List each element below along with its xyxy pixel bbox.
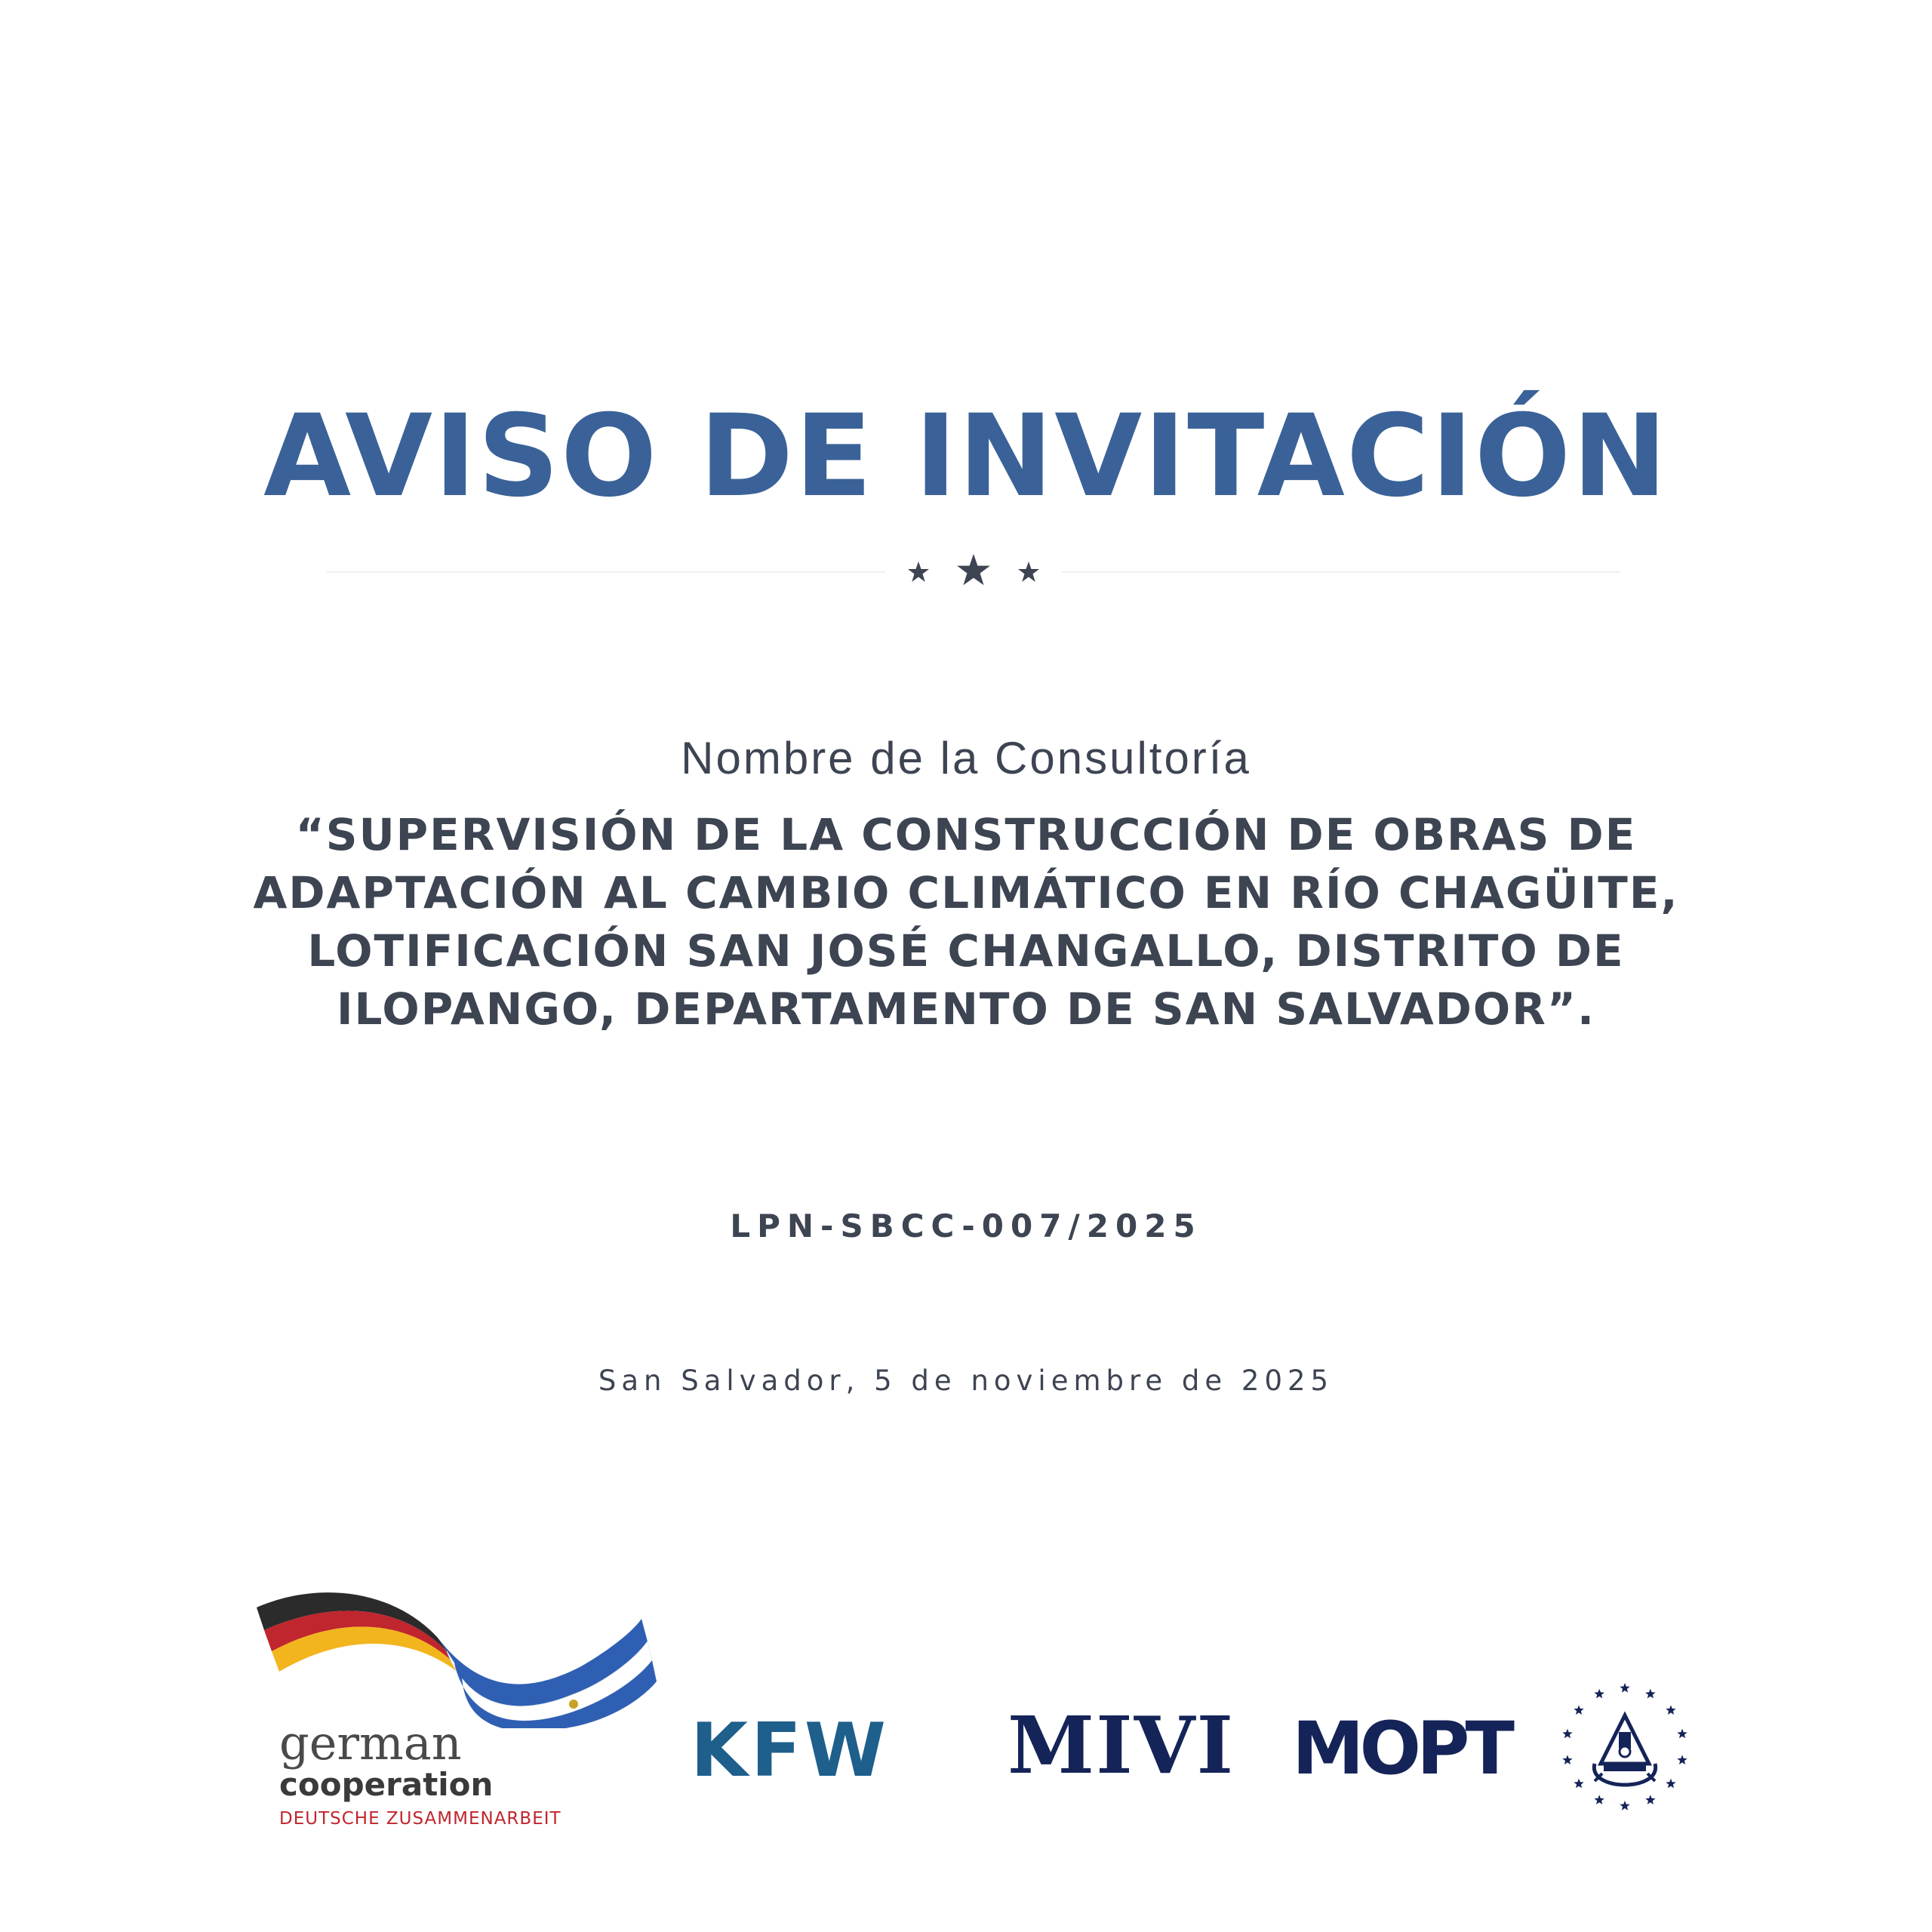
seal-star-icon [1677, 1755, 1687, 1764]
kfw-logo: KFW [691, 1708, 889, 1794]
seal-star-icon [1620, 1801, 1629, 1810]
seal-star-icon [1574, 1779, 1583, 1789]
german-cooperation-logo [249, 1585, 672, 1834]
seal-star-icon [1562, 1729, 1572, 1739]
german-cooperation-word1: german [279, 1715, 462, 1770]
seal-star-icon [1574, 1705, 1583, 1715]
divider-left [327, 571, 885, 573]
star-small-right-icon [1018, 561, 1039, 582]
reference-code: LPN-SBCC-007/2025 [730, 1208, 1202, 1244]
flag-ribbon-icon [249, 1585, 672, 1728]
seal-star-icon [1666, 1779, 1675, 1789]
mivi-logo: MIVI [1008, 1699, 1235, 1792]
stars-icon [902, 551, 1045, 596]
consultancy-label: Nombre de la Consultoría [681, 733, 1251, 783]
project-name [189, 806, 1743, 1038]
seal-star-icon [1595, 1689, 1604, 1699]
project-name-line: ADAPTACIÓN AL CAMBIO CLIMÁTICO EN RÍO CHAGÜITE, [253, 867, 1679, 918]
german-cooperation-word3: DEUTSCHE ZUSAMMENARBEIT [279, 1809, 561, 1829]
german-cooperation-word2: cooperation [279, 1766, 494, 1803]
page-title: AVISO DE INVITACIÓN [263, 391, 1669, 522]
seal-star-icon [1562, 1755, 1572, 1764]
star-small-left-icon [908, 561, 929, 582]
seal-star-icon [1645, 1689, 1655, 1699]
seal-star-icon [1645, 1795, 1655, 1804]
seal-star-icon [1677, 1729, 1687, 1739]
project-name-line: LOTIFICACIÓN SAN JOSÉ CHANGALLO, DISTRITO DE [307, 925, 1625, 977]
el-salvador-coat-of-arms-icon [1557, 1679, 1693, 1815]
divider-right [1062, 571, 1620, 573]
mopt-logo: MOPT [1292, 1706, 1510, 1791]
project-name-line: ILOPANGO, DEPARTAMENTO DE SAN SALVADOR”. [336, 983, 1596, 1035]
project-name-line: “SUPERVISIÓN DE LA CONSTRUCCIÓN DE OBRAS DE [295, 809, 1637, 860]
star-large-icon [957, 554, 990, 585]
seal-star-icon [1666, 1705, 1675, 1715]
seal-star-icon [1620, 1683, 1629, 1693]
seal-star-icon [1595, 1795, 1604, 1804]
place-date: San Salvador, 5 de noviembre de 2025 [598, 1364, 1334, 1397]
